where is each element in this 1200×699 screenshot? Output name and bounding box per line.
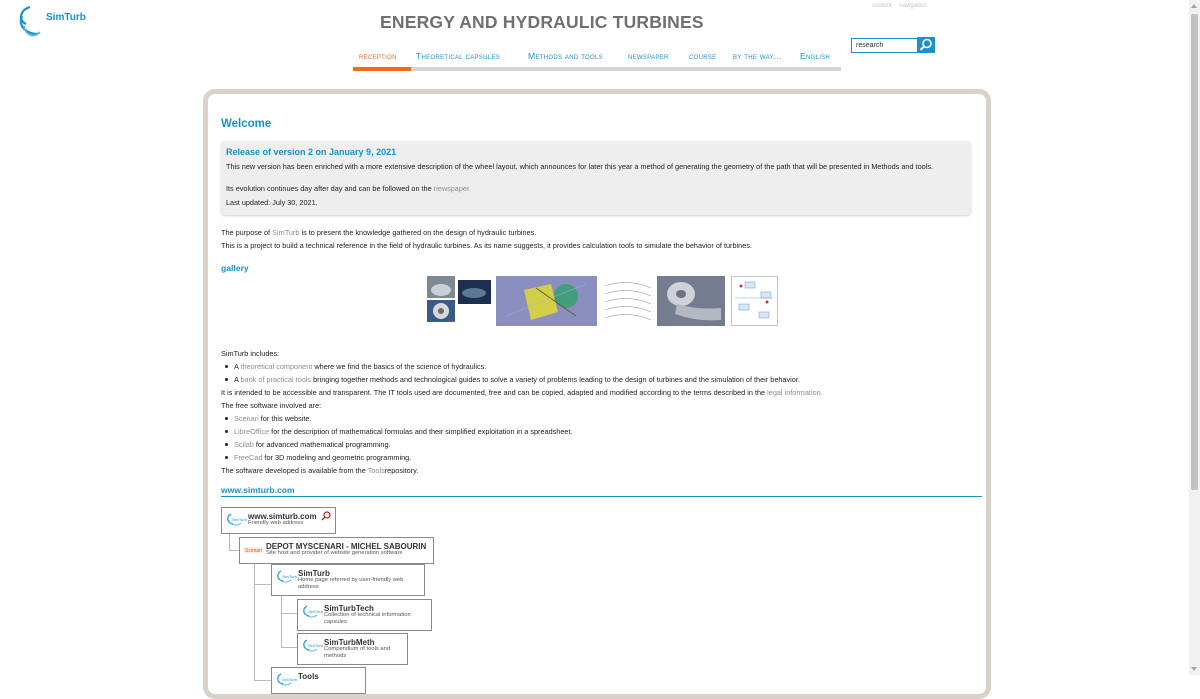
scroll-down-arrow-icon[interactable] xyxy=(1191,667,1197,671)
skip-to-content-link[interactable]: content xyxy=(872,3,892,9)
svg-text:SimTurb: SimTurb xyxy=(282,574,297,579)
node-title: Tools xyxy=(298,672,319,681)
tree-connector xyxy=(229,550,239,551)
scroll-up-arrow-icon[interactable] xyxy=(1191,4,1197,8)
list-item xyxy=(221,412,573,425)
free-software-heading: The free software involved are: xyxy=(221,401,322,410)
simturb-swirl-icon xyxy=(16,4,42,42)
developed-software-paragraph xyxy=(221,464,418,477)
project-paragraph: This is a project to build a technical reference in the field of hydraulic turbines. As its name suggests, it provides calculation tools to simulate the behavior of turbines. xyxy=(221,241,752,250)
list-item xyxy=(221,373,800,386)
svg-text:SimTurb: SimTurb xyxy=(308,643,323,648)
simturb-logo-icon xyxy=(275,672,295,688)
svg-text:SimTurb: SimTurb xyxy=(282,677,297,682)
node-description: Collection of technical information capsules xyxy=(324,612,411,625)
search-input[interactable]: research xyxy=(851,38,921,53)
scilab-link[interactable]: Scilab xyxy=(234,440,254,449)
site-map-node-tools[interactable] xyxy=(271,667,366,694)
simturb-logo-icon xyxy=(301,604,321,620)
nav-item-theoretical-capsules[interactable]: Theoretical capsules xyxy=(416,51,500,61)
search-button[interactable] xyxy=(917,37,935,53)
nav-active-indicator xyxy=(353,67,411,71)
list-item-text: for the description of mathematical formulas and their simplified exploitation in a spreadsheet. xyxy=(269,427,573,436)
nav-item-methods-and-tools[interactable]: Methods and tools xyxy=(528,51,603,61)
legal-information-link[interactable]: legal information. xyxy=(767,388,823,397)
tree-connector xyxy=(254,562,255,681)
magnifier-icon xyxy=(321,511,331,521)
gallery-thumbnail-diagram[interactable] xyxy=(731,276,778,326)
includes-list xyxy=(221,360,800,386)
simturb-logo[interactable] xyxy=(16,4,86,44)
purpose-suffix: is to present the knowledge gathered on the design of hydraulic turbines. xyxy=(299,228,537,237)
image-gallery xyxy=(427,276,783,328)
list-item-text: where we find the basics of the science of hydraulics. xyxy=(312,362,487,371)
node-description: Site host and provider of website generation software xyxy=(266,550,403,556)
accessibility-links xyxy=(872,3,933,9)
nav-item-reception[interactable]: reception xyxy=(359,51,397,61)
node-description: Friendly web address xyxy=(248,520,304,526)
list-item-text: for this website. xyxy=(258,414,312,423)
list-item-text: for advanced mathematical programming. xyxy=(253,440,391,449)
node-title: SimTurbMeth xyxy=(324,638,375,647)
release-description: This new version has been enriched with a more extensive description of the wheel layout, which announces for later this year a method of generating the geometry of the path that will be presented in Methods and tools. xyxy=(226,162,933,171)
tools-repository-link[interactable]: Tools xyxy=(367,466,385,475)
tree-connector xyxy=(229,531,230,551)
node-title: SimTurb xyxy=(298,569,330,578)
nav-item-by-the-way[interactable]: by the way... xyxy=(733,51,782,61)
gallery-heading: gallery xyxy=(221,263,249,273)
main-navigation xyxy=(353,50,841,71)
bank-of-practical-tools-link[interactable]: bank of practical tools xyxy=(240,375,312,384)
list-item-text: for 3D modeling and geometric programming. xyxy=(262,453,412,462)
list-item-prefix: A xyxy=(234,362,241,371)
tree-connector xyxy=(281,647,297,648)
page-heading: Welcome xyxy=(221,118,272,130)
site-map-node-simturbtech[interactable] xyxy=(297,599,432,631)
node-description: Compendium of tools and methods xyxy=(324,646,391,659)
main-content-frame xyxy=(203,89,991,699)
tree-connector xyxy=(281,613,297,614)
list-item xyxy=(221,425,573,438)
release-evolution-prefix: Its evolution continues day after day and can be followed on the xyxy=(226,184,434,193)
site-map-node-www[interactable] xyxy=(221,507,336,534)
theoretical-component-link[interactable]: theoretical component xyxy=(240,362,313,371)
logo-text: SimTurb xyxy=(46,12,86,23)
svg-text:SimTurb: SimTurb xyxy=(232,517,247,522)
svg-text:Scenari: Scenari xyxy=(245,548,262,554)
scroll-thumb[interactable] xyxy=(1191,14,1198,490)
tree-connector xyxy=(254,680,271,681)
newspaper-link[interactable]: newspaper. xyxy=(433,184,472,193)
page-scrollbar[interactable] xyxy=(1189,0,1200,675)
nav-item-newspaper[interactable]: newspaper xyxy=(628,51,669,61)
gallery-thumbnail-cad-model[interactable] xyxy=(496,276,597,326)
list-item-prefix: A xyxy=(234,375,241,384)
list-item xyxy=(221,451,573,464)
site-map-node-depot-myscenari[interactable] xyxy=(239,537,434,564)
accessibility-paragraph xyxy=(221,386,823,399)
node-title: SimTurbTech xyxy=(324,604,374,613)
list-item-text: bringing together methods and technological guides to solve a variety of problems leading to the design of turbines and the simulation of their behavior. xyxy=(311,375,800,384)
site-map-node-simturbmeth[interactable] xyxy=(297,633,408,665)
node-description: Home page referred by user-friendly web address xyxy=(298,577,404,590)
site-title: ENERGY AND HYDRAULIC TURBINES xyxy=(380,12,704,32)
scenari-link[interactable]: Scenari xyxy=(234,414,259,423)
nav-item-course[interactable]: course xyxy=(689,51,717,61)
developed-suffix: repository. xyxy=(384,466,419,475)
release-notice-box xyxy=(221,141,971,215)
nav-item-english[interactable]: English xyxy=(800,51,831,61)
list-item xyxy=(221,360,800,373)
simturb-logo-icon xyxy=(275,569,295,585)
node-title: www.simturb.com xyxy=(248,512,317,521)
tree-connector xyxy=(281,596,282,648)
scenari-logo-icon xyxy=(243,542,263,558)
purpose-paragraph xyxy=(221,226,536,239)
freecad-link[interactable]: FreeCad xyxy=(234,453,263,462)
simturb-link[interactable]: SimTurb xyxy=(272,228,300,237)
purpose-prefix: The purpose of xyxy=(221,228,273,237)
node-title: DEPOT MYSCENARI - MICHEL SABOURIN xyxy=(266,542,427,551)
magnifier-icon xyxy=(917,37,935,53)
list-item xyxy=(221,438,573,451)
last-updated-text: Last updated: July 30, 2021. xyxy=(226,198,318,207)
software-list xyxy=(221,412,573,464)
site-map-heading: www.simturb.com xyxy=(221,485,295,495)
simturb-logo-icon xyxy=(225,512,245,528)
site-map-node-simturb[interactable] xyxy=(271,564,425,596)
tree-connector xyxy=(254,584,271,585)
release-title: Release of version 2 on January 9, 2021 xyxy=(226,147,397,157)
accessibility-prefix: It is intended to be accessible and transparent. The IT tools used are documented, free and can be copied, adapted and modified according to the terms described in the xyxy=(221,388,768,397)
release-evolution-text xyxy=(226,184,966,194)
gallery-thumbnail-runner-render[interactable] xyxy=(657,276,725,326)
developed-prefix: The software developed is available from the xyxy=(221,466,368,475)
gallery-thumbnail-turbine-photos[interactable] xyxy=(427,276,491,326)
includes-heading: SimTurb includes: xyxy=(221,349,280,358)
nav-underline xyxy=(353,67,841,71)
site-map-divider xyxy=(221,496,982,497)
skip-to-navigation-link[interactable]: navigation xyxy=(899,3,927,9)
libreoffice-link[interactable]: LibreOffice xyxy=(234,427,270,436)
gallery-thumbnail-plot-curves[interactable] xyxy=(603,276,653,326)
svg-text:SimTurb: SimTurb xyxy=(308,609,323,614)
simturb-logo-icon xyxy=(301,638,321,654)
